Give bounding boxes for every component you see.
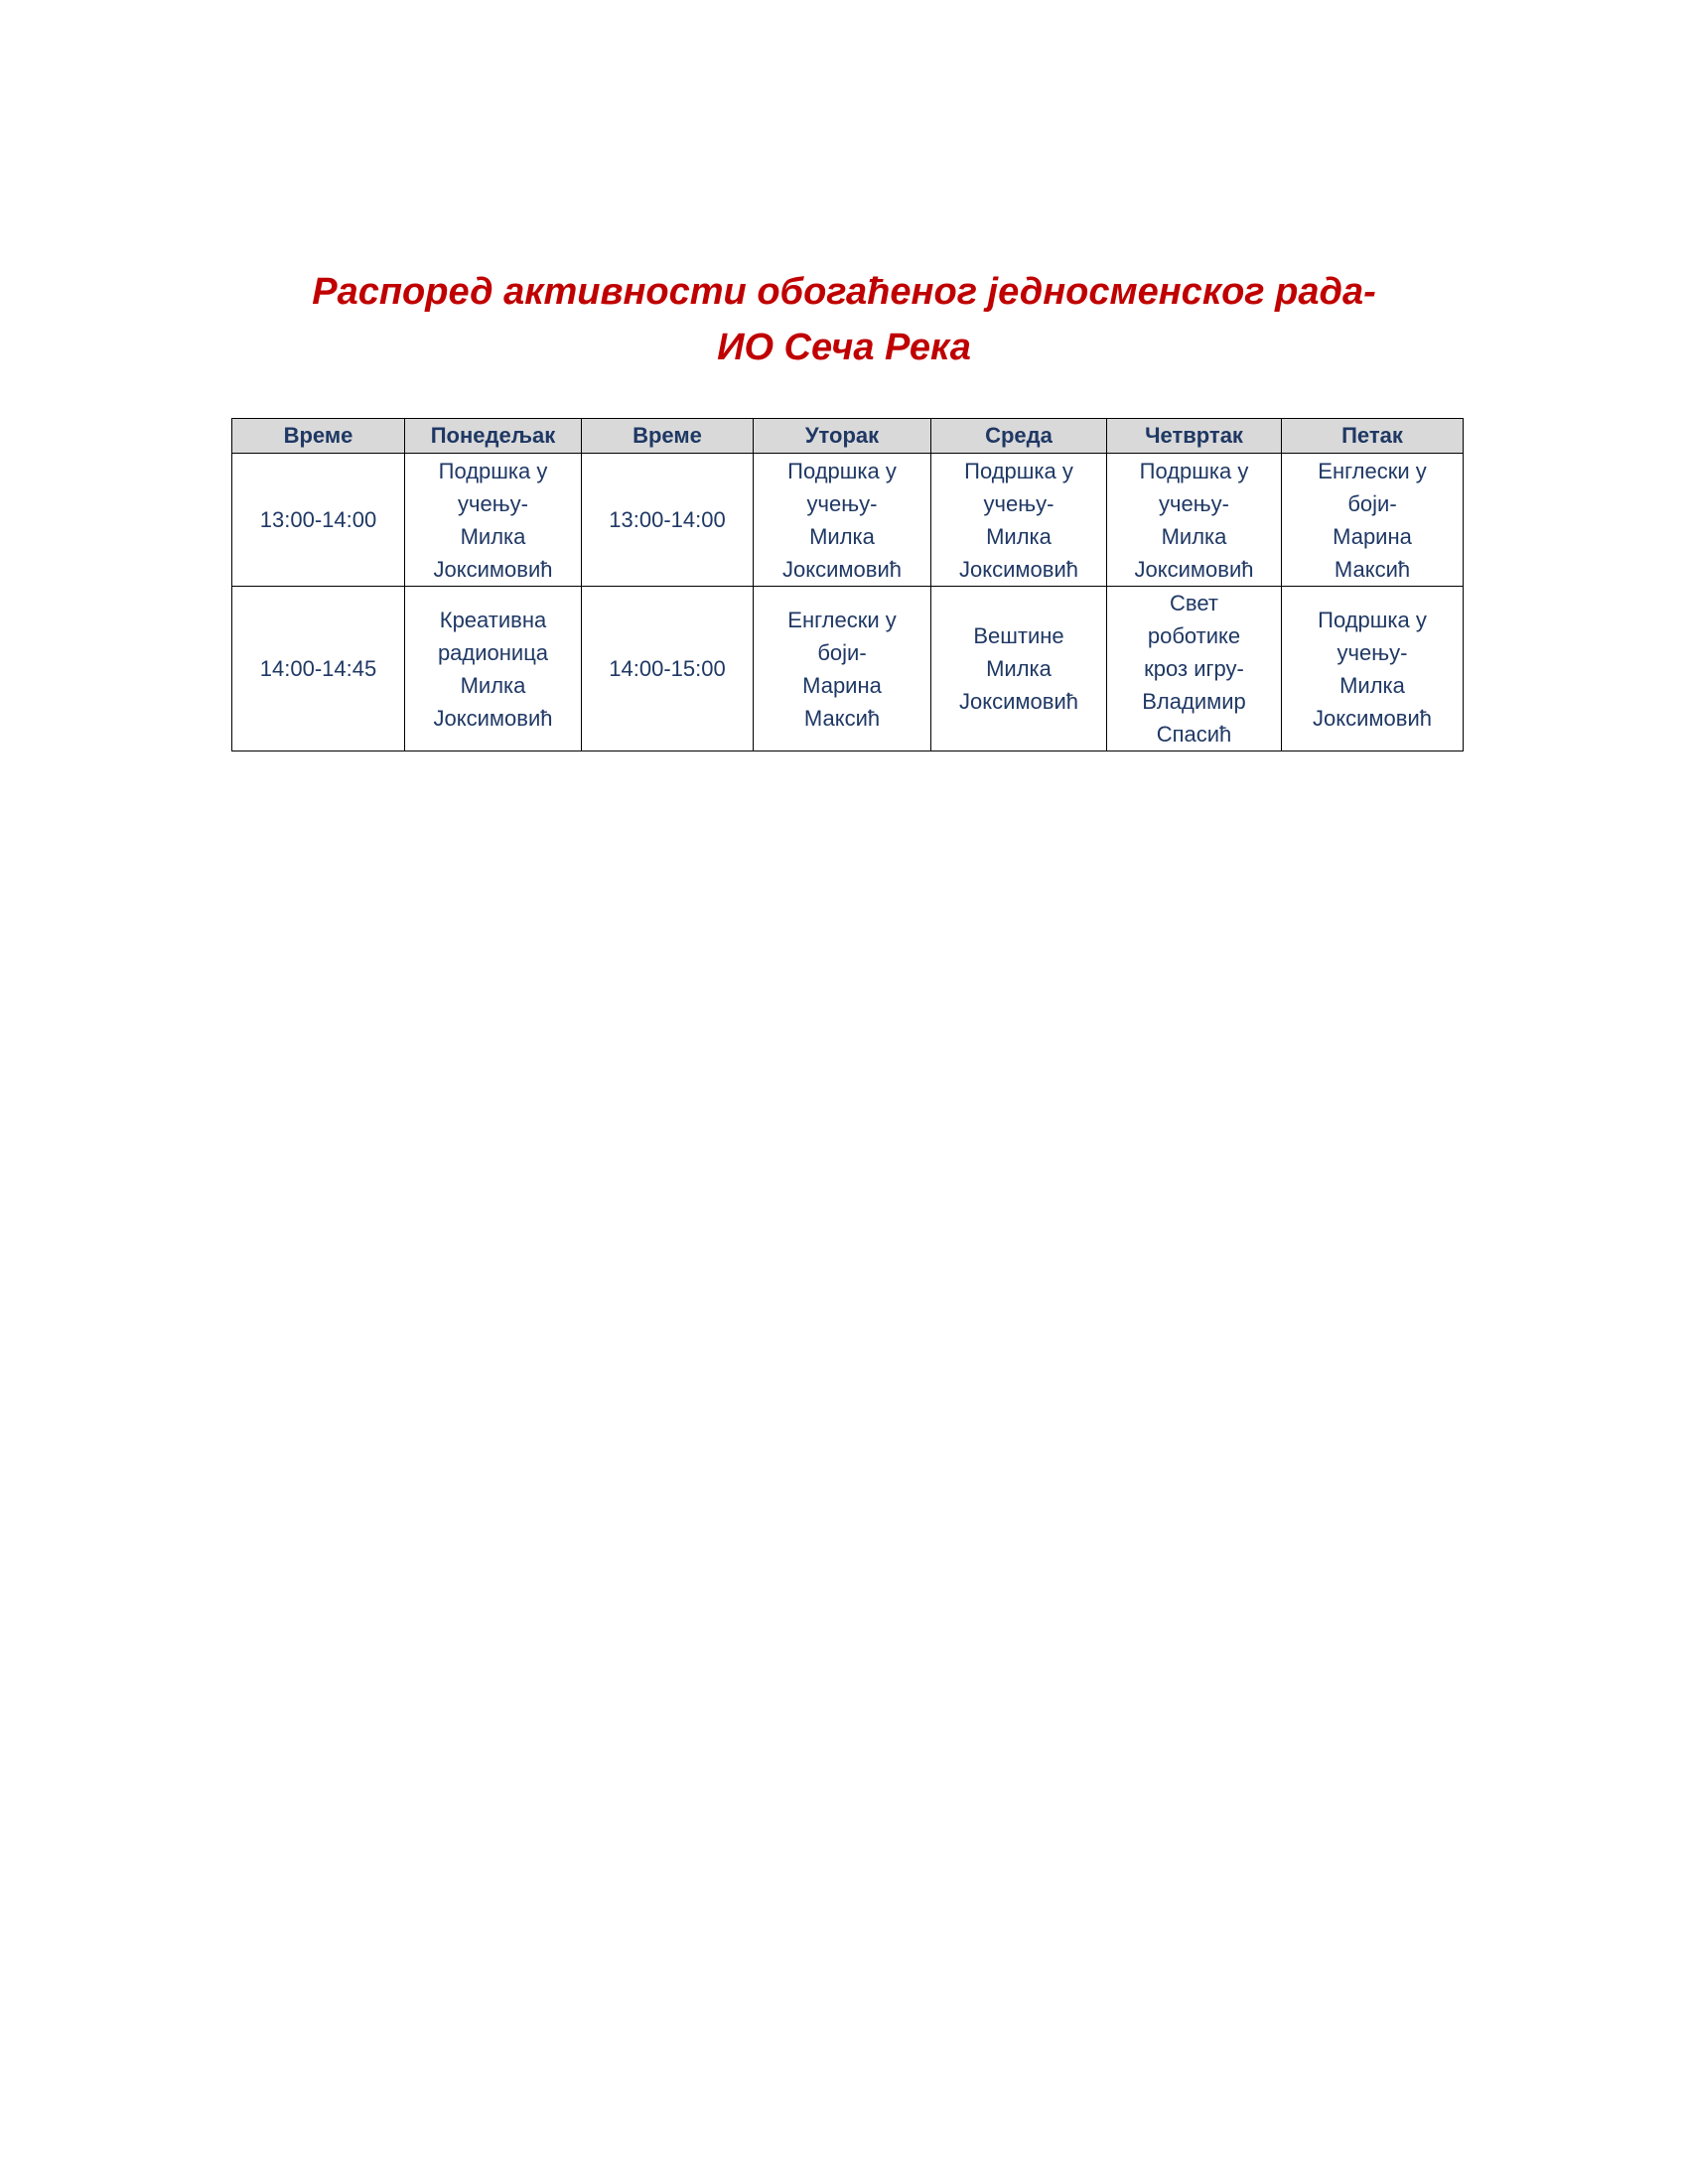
cell-tuesday [754,587,931,751]
cell-thursday [1107,454,1282,587]
cell-wednesday [931,454,1107,587]
cell-text: Свет [1170,591,1218,615]
cell-text: Креативна [439,607,547,632]
cell-text: Милка [986,523,1052,549]
cell-thursday [1107,587,1282,751]
cell-text: Максић [803,705,881,731]
table-row [232,587,1464,751]
cell-text: Милка [986,656,1052,681]
cell-text: Подршка у [964,458,1073,483]
cell-friday [1282,587,1464,751]
document-title-line-2: ИО Сеча Река [717,327,971,368]
cell-text: Јоксимовић [959,556,1078,582]
cell-text: боји- [1347,490,1397,516]
cell-monday [405,454,582,587]
cell-time-1 [232,587,405,751]
header-row [232,419,1464,454]
header-wednesday: Среда [931,419,1107,454]
cell-text: кроз игру- [1144,656,1244,681]
cell-text: Подршка у [438,458,548,483]
cell-text: Милка [1339,672,1405,698]
cell-text: Вештине [973,623,1064,648]
cell-text: учењу- [983,490,1055,516]
header-tuesday: Уторак [754,419,931,454]
document-title-line-1: Распоред активности обогаћеног једносменског рада- [312,271,1376,313]
header-monday: Понедељак [405,419,582,454]
cell-text: Максић [1334,556,1411,582]
cell-text: 14:00-15:00 [609,656,726,681]
cell-text: радионица [437,639,549,665]
cell-text: Енглески у [787,607,897,632]
cell-text: учењу- [1159,490,1229,516]
cell-text: Марина [1333,523,1412,549]
cell-text: Милка [460,672,526,698]
cell-text: Јоксимовић [433,556,553,582]
cell-text: 13:00-14:00 [609,507,726,532]
cell-tuesday [754,454,931,587]
table-row [232,454,1464,587]
cell-text: учењу- [458,490,528,516]
cell-text: Јоксимовић [1313,705,1432,731]
cell-text: Марина [802,672,882,698]
cell-text: 14:00-14:45 [259,656,377,681]
cell-text: Енглески у [1318,458,1427,483]
cell-text: Јоксимовић [782,556,902,582]
cell-wednesday [931,587,1107,751]
cell-text: Милка [809,523,875,549]
cell-time-2 [582,587,754,751]
header-time-1: Време [232,419,405,454]
schedule-table [231,418,1464,751]
cell-text: Владимир [1142,689,1246,714]
cell-monday [405,587,582,751]
header-friday: Петак [1282,419,1464,454]
cell-text: Јоксимовић [433,705,553,731]
cell-text: боји- [817,639,867,665]
cell-text: Подршка у [1139,458,1249,483]
cell-friday [1282,454,1464,587]
header-thursday: Четвртак [1107,419,1282,454]
cell-text: учењу- [1336,639,1408,665]
cell-text: Подршка у [787,458,897,483]
cell-time-1 [232,454,405,587]
cell-text: учењу- [806,490,878,516]
cell-text: Милка [460,523,526,549]
cell-text: Јоксимовић [1134,556,1254,582]
cell-text: роботике [1147,623,1241,648]
cell-text: 13:00-14:00 [259,507,377,532]
cell-text: Спасић [1156,722,1232,747]
header-time-2: Време [582,419,754,454]
cell-text: Подршка у [1318,607,1427,632]
cell-text: Милка [1161,523,1227,549]
cell-time-2 [582,454,754,587]
cell-text: Јоксимовић [959,689,1078,714]
